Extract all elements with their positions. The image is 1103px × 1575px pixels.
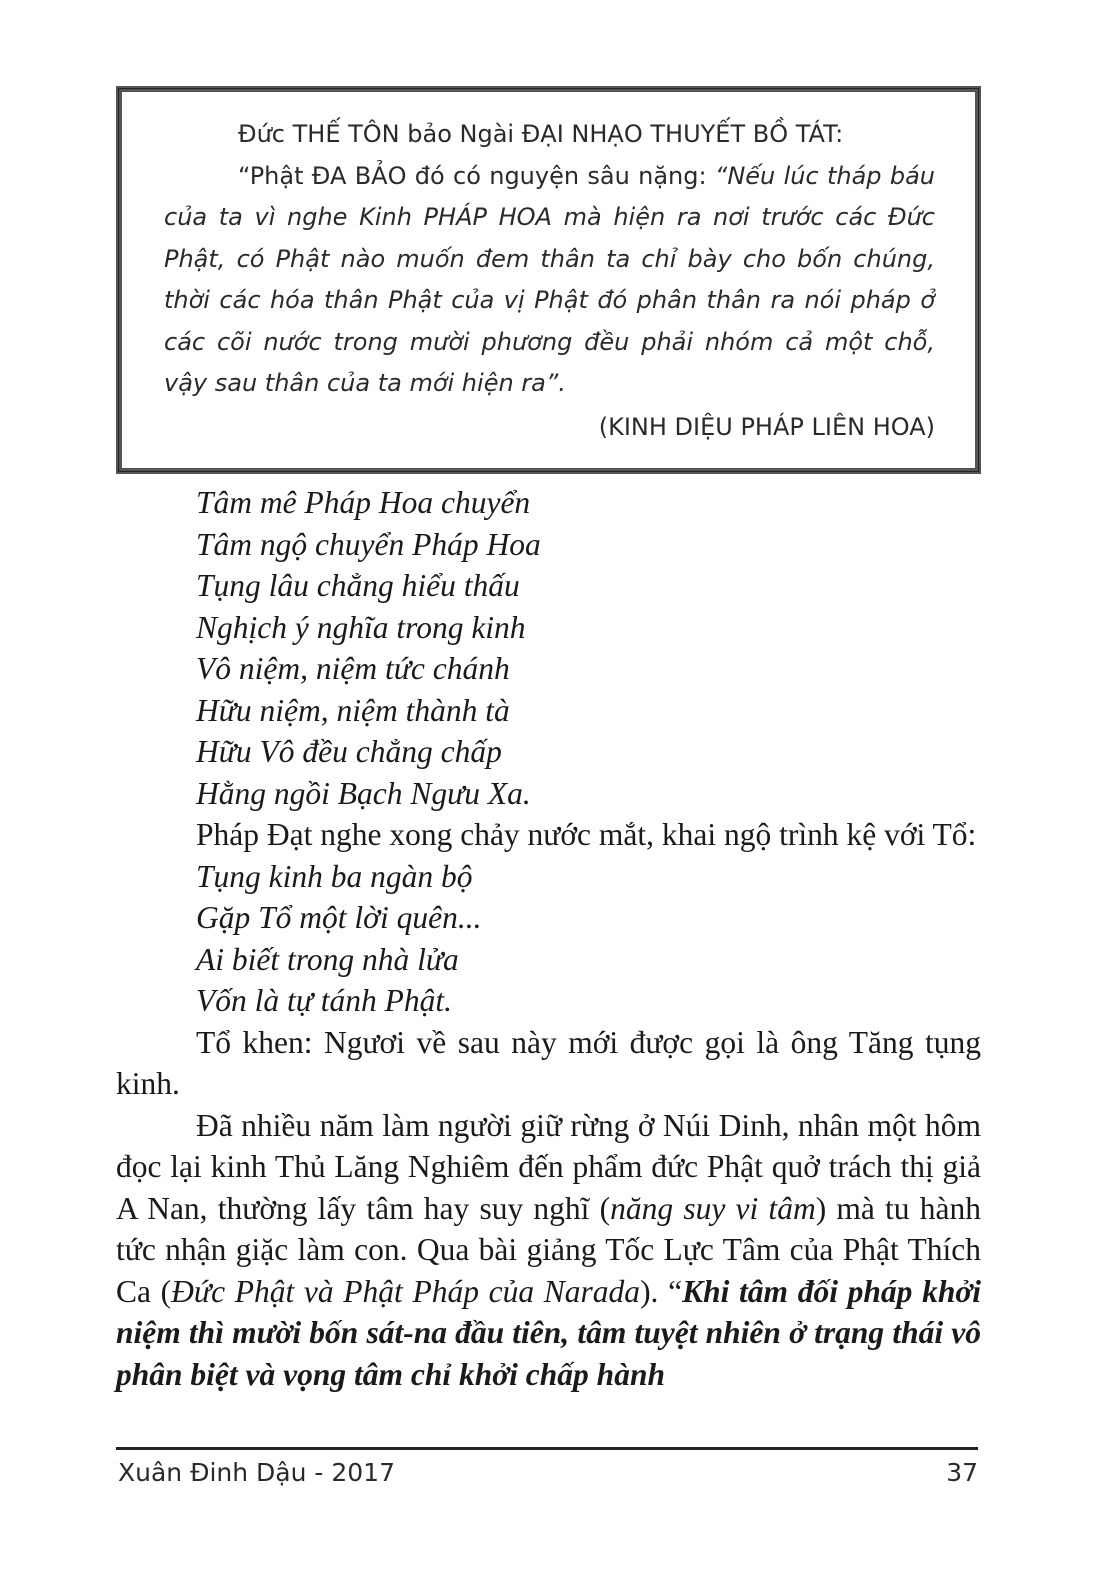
- verse-line: Ai biết trong nhà lửa: [196, 941, 459, 977]
- verse-line: Tâm mê Pháp Hoa chuyển: [196, 485, 531, 520]
- quote-body: [164, 156, 935, 405]
- main-text: [116, 482, 981, 1395]
- page-number: 37: [946, 1458, 978, 1487]
- footer-divider: [116, 1447, 978, 1450]
- verse-line: Tụng kinh ba ngàn bộ: [196, 858, 473, 894]
- verse-block-1: [116, 482, 981, 814]
- paragraph-3-text-2: ) mà tu hành tức nhận giặc làm con. Qua bài giảng Tốc Lực Tâm của Phật Thích Ca (: [116, 1190, 981, 1309]
- verse-block-2: [116, 856, 981, 1022]
- paragraph-3-italic-2: Đức Phật và Phật Pháp của Narada: [171, 1273, 641, 1309]
- paragraph-3-text-3: ). “: [640, 1273, 683, 1309]
- verse-line: Hằng ngồi Bạch Ngưu Xa.: [196, 775, 531, 811]
- verse-line: Hữu Vô đều chẳng chấp: [196, 734, 502, 769]
- verse-line: Gặp Tổ một lời quên...: [196, 900, 482, 935]
- paragraph-3: [116, 1105, 981, 1396]
- quote-italic: “Nếu lúc tháp báu của ta vì nghe Kinh PHÁP HOA mà hiện ra nơi trước các Đức Phật, có Phật nào muốn đem thân ta chỉ bày cho bốn chúng, thời các hóa thân Phật của vị Phật đó phân thân ra nói pháp ở các cõi nước trong mười phương đều phải nhóm cả một chỗ, vậy sau thân của ta mới hiện ra”.: [164, 161, 935, 397]
- verse-line: Tụng lâu chẳng hiểu thấu: [196, 568, 520, 603]
- verse-line: Vốn là tự tánh Phật.: [196, 983, 453, 1018]
- footer-issue-label: Xuân Đinh Dậu - 2017: [118, 1458, 395, 1487]
- paragraph-1: Pháp Đạt nghe xong chảy nước mắt, khai ngộ trình kệ với Tổ:: [196, 817, 977, 852]
- quote-box: [116, 86, 981, 474]
- verse-line: Hữu niệm, niệm thành tà: [196, 692, 510, 728]
- quote-intro: Đức THẾ TÔN bảo Ngài ĐẠI NHẠO THUYẾT BỒ TÁT:: [238, 120, 844, 148]
- verse-line: Tâm ngộ chuyển Pháp Hoa: [196, 526, 541, 562]
- verse-line: Vô niệm, niệm tức chánh: [196, 651, 510, 686]
- verse-line: Nghịch ý nghĩa trong kinh: [196, 609, 526, 645]
- paragraph-3-italic-1: năng suy vi tâm: [610, 1190, 816, 1226]
- paragraph-2: Tổ khen: Ngươi về sau này mới được gọi là ông Tăng tụng kinh.: [116, 1024, 981, 1101]
- quote-opening: “Phật ĐA BẢO đó có nguyện sâu nặng:: [238, 161, 715, 190]
- paragraph-3-text-1: Đã nhiều năm làm người giữ rừng ở Núi Dinh, nhân một hôm đọc lại kinh Thủ Lăng Nghiêm đến phẩm đức Phật quở trách thị giả A Nan, thường lấy tâm hay suy nghĩ (: [116, 1107, 981, 1226]
- paragraph-3-bold-italic: Khi tâm đối pháp khởi niệm thì mười bốn sát-na đầu tiên, tâm tuyệt nhiên ở trạng thái vô phân biệt và vọng tâm chỉ khởi chấp hành: [116, 1273, 982, 1392]
- quote-source: (KINH DIỆU PHÁP LIÊN HOA): [598, 412, 935, 441]
